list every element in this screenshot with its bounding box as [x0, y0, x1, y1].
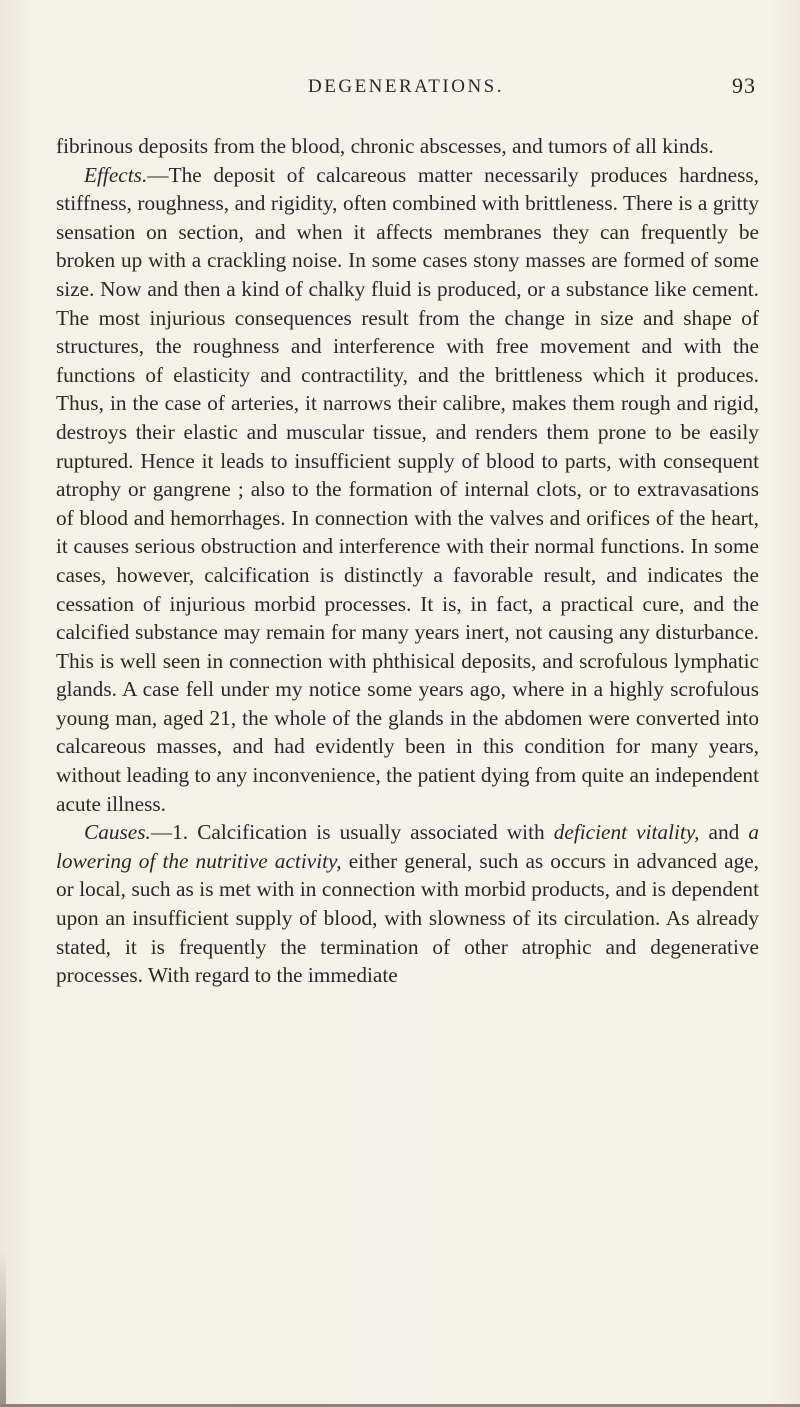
paragraph-causes [56, 818, 759, 990]
causes-heading: Causes. [84, 820, 151, 845]
paragraph-continuation [56, 132, 759, 161]
running-title: DEGENERATIONS. [308, 76, 504, 97]
causes-text-c: either general, such as occurs in advanced age, or local, such as is met with in connection with morbid products, and is dependent upon an insufficient supply of blood, with slowness of its circulation. As already stated, it is frequently the termination of other atrophic and degenerative processes. With regard to the immediate [56, 848, 759, 988]
paragraph-continuation-text: fibrinous deposits from the blood, chronic abscesses, and tumors of all kinds. [56, 134, 714, 158]
running-head [56, 73, 756, 106]
page-number: 93 [732, 73, 756, 98]
causes-text-a: —1. Calcification is usually associated with [150, 820, 554, 845]
scan-edge-shadow [0, 1250, 6, 1407]
body-text [56, 132, 759, 990]
paragraph-effects [56, 161, 759, 819]
effects-text: —The deposit of calcareous matter necessarily produces hardness, stiffness, roughness, and rigidity, often combined with brittleness. There is a gritty sensation on section, and when it affects membranes they can frequently be broken up with a crackling noise. In some cases stony masses are formed of some size. Now and then a kind of chalky fluid is produced, or a substance like cement. The most injurious consequences result from the change in size and shape of structures, the roughness and interference with free movement and with the functions of elasticity and contractility, and the brittleness which it produces. Thus, in the case of arteries, it narrows their calibre, makes them rough and rigid, destroys their elastic and muscular tissue, and renders them prone to be easily ruptured. Hence it leads to insufficient supply of blood to parts, with consequent atrophy or gangrene ; also to the formation of internal clots, or to extravasations of blood and hemorrhages. In connection with the valves and orifices of the heart, it causes serious obstruction and interference with their normal functions. In some cases, however, calcification is distinctly a favorable result, and indicates the cessation of injurious morbid processes. It is, in fact, a practical cure, and the calcified substance may remain for many years inert, not causing any disturbance. This is well seen in connection with phthisical deposits, and scrofulous lymphatic glands. A case fell under my notice some years ago, where in a highly scrofulous young man, aged 21, the whole of the glands in the abdomen were converted into calcareous masses, and had evidently been in this condition for many years, without leading to any inconvenience, the patient dying from quite an independent acute illness. [56, 162, 759, 816]
causes-italic-1: deficient vitality, [553, 820, 700, 845]
causes-text-b: and [699, 820, 749, 845]
effects-heading: Effects. [84, 162, 148, 187]
causes-italic-2: a lowering of the nutritive activity, [56, 820, 760, 873]
